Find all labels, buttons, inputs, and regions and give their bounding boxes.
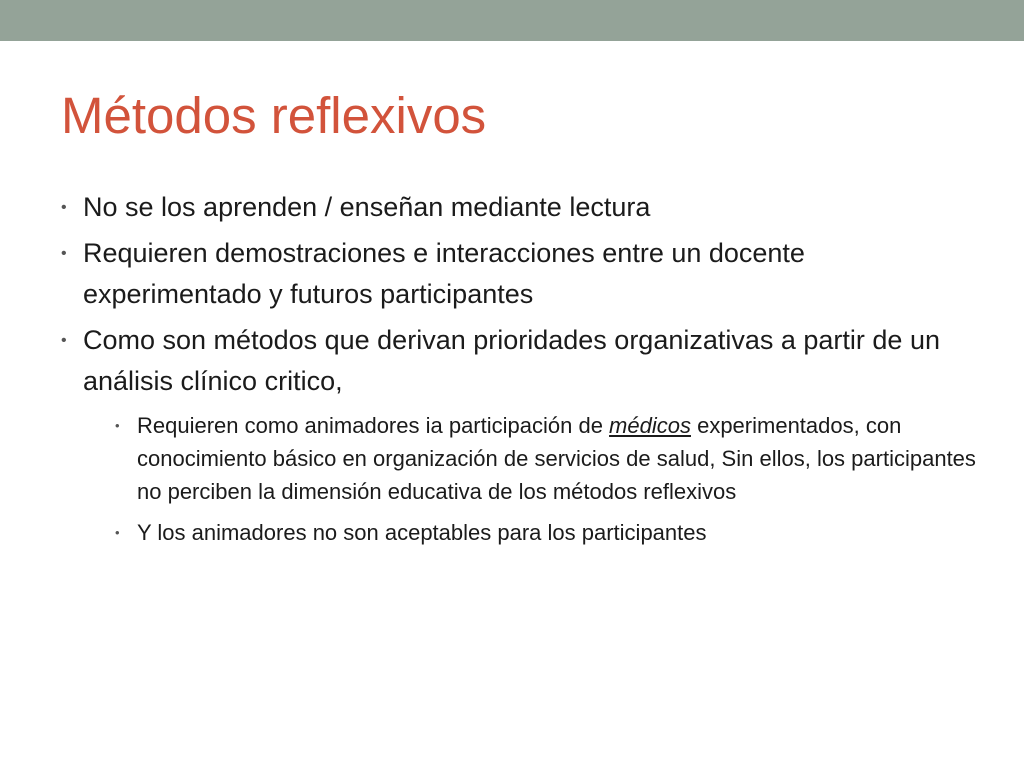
sub-bullet-text-before: Requieren como animadores ia participación de <box>137 413 610 438</box>
bullet-text: No se los aprenden / enseñan mediante lectura <box>83 192 651 222</box>
bullet-text: Requieren demostraciones e interacciones entre un docente experimentado y futuros participantes <box>83 238 805 309</box>
bullet-item <box>61 233 981 315</box>
sub-bullet-text: Y los animadores no son aceptables para los participantes <box>137 520 707 545</box>
bullet-item <box>61 320 981 549</box>
sub-bullet-list <box>83 409 981 549</box>
bullet-text: Como son métodos que derivan prioridades organizativas a partir de un análisis clínico critico, <box>83 325 940 396</box>
bullet-marker: • <box>61 199 67 216</box>
bullet-marker: • <box>61 332 67 349</box>
bullet-item <box>61 187 981 228</box>
top-accent-bar <box>0 0 1024 41</box>
sub-bullet-item <box>83 409 981 508</box>
sub-bullet-marker: • <box>115 418 120 433</box>
bullet-list <box>61 187 981 557</box>
emphasized-word: médicos <box>609 413 691 438</box>
sub-bullet-item <box>83 516 981 549</box>
sub-bullet-marker: • <box>115 525 120 540</box>
sub-bullet-text-after: experimentados, con conocimiento básico en organización de servicios de salud, Sin ellos, los participantes no perciben la dimensión educativa de los métodos reflexivos <box>137 413 976 504</box>
slide-title: Métodos reflexivos <box>61 87 487 144</box>
bullet-marker: • <box>61 245 67 262</box>
